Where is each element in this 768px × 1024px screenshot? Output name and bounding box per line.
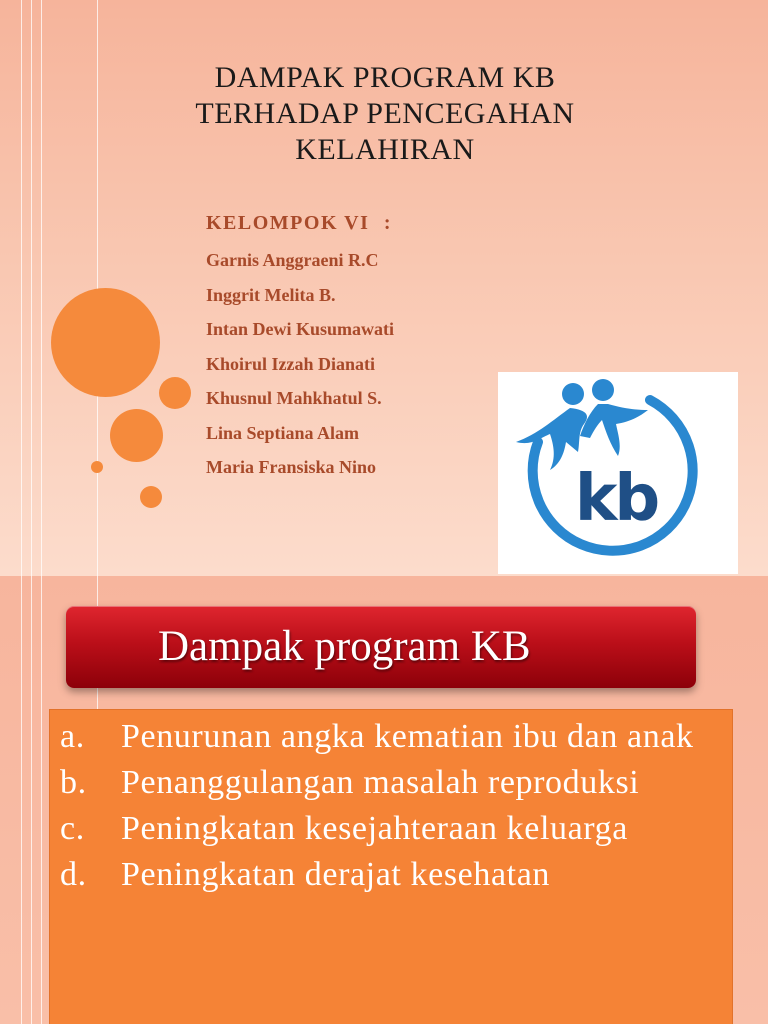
group-colon: :: [383, 212, 393, 234]
impacts-list-box: [49, 709, 733, 1024]
group-heading: [206, 212, 496, 235]
title-line: DAMPAK PROGRAM KB: [214, 61, 556, 94]
decor-circle: [110, 409, 163, 462]
member-name: Maria Fransiska Nino: [206, 457, 377, 477]
list-item-text: Penanggulangan masalah reproduksi: [121, 764, 640, 801]
impacts-heading: Dampak program KB: [66, 606, 696, 688]
member-name: Inggrit Melita B.: [206, 284, 336, 305]
list-item-text: Peningkatan derajat kesehatan: [121, 856, 551, 893]
list-item: [60, 714, 720, 760]
decor-circle: [51, 288, 160, 397]
list-marker: b.: [60, 764, 87, 801]
group-info: [206, 212, 496, 485]
decor-line: [21, 576, 22, 1024]
decor-line: [31, 0, 32, 576]
slide-impacts: [0, 576, 768, 1024]
member-name: Khusnul Mahkhatul S.: [206, 388, 382, 408]
decor-line: [21, 0, 22, 576]
title-line: KELAHIRAN: [295, 133, 475, 166]
kb-logo: [498, 372, 738, 574]
decor-circle: [159, 377, 191, 409]
decor-line: [41, 576, 42, 1024]
list-marker: d.: [60, 856, 87, 893]
list-marker: a.: [60, 718, 85, 755]
impacts-list: [60, 714, 720, 898]
member-name: Lina Septiana Alam: [206, 422, 360, 443]
kb-logo-icon: [498, 372, 738, 574]
list-item-text: Penurunan angka kematian ibu dan anak: [121, 718, 694, 755]
slide-title-text: [120, 60, 650, 168]
list-item-text: Peningkatan kesejahteraan keluarga: [121, 810, 628, 847]
member-name: Intan Dewi Kusumawati: [206, 319, 395, 339]
list-item: [60, 760, 720, 806]
list-item: [60, 806, 720, 852]
list-marker: c.: [60, 810, 85, 847]
decor-line: [31, 576, 32, 1024]
list-item: [60, 852, 720, 898]
member-name: Garnis Anggraeni R.C: [206, 250, 379, 270]
decor-circle: [140, 486, 162, 508]
member-name: Khoirul Izzah Dianati: [206, 353, 376, 374]
decor-circle: [91, 461, 103, 473]
title-line: TERHADAP PENCEGAHAN: [195, 97, 575, 130]
decor-line: [41, 0, 42, 576]
group-label: KELOMPOK VI: [206, 212, 370, 234]
logo-text: kb: [574, 462, 658, 536]
